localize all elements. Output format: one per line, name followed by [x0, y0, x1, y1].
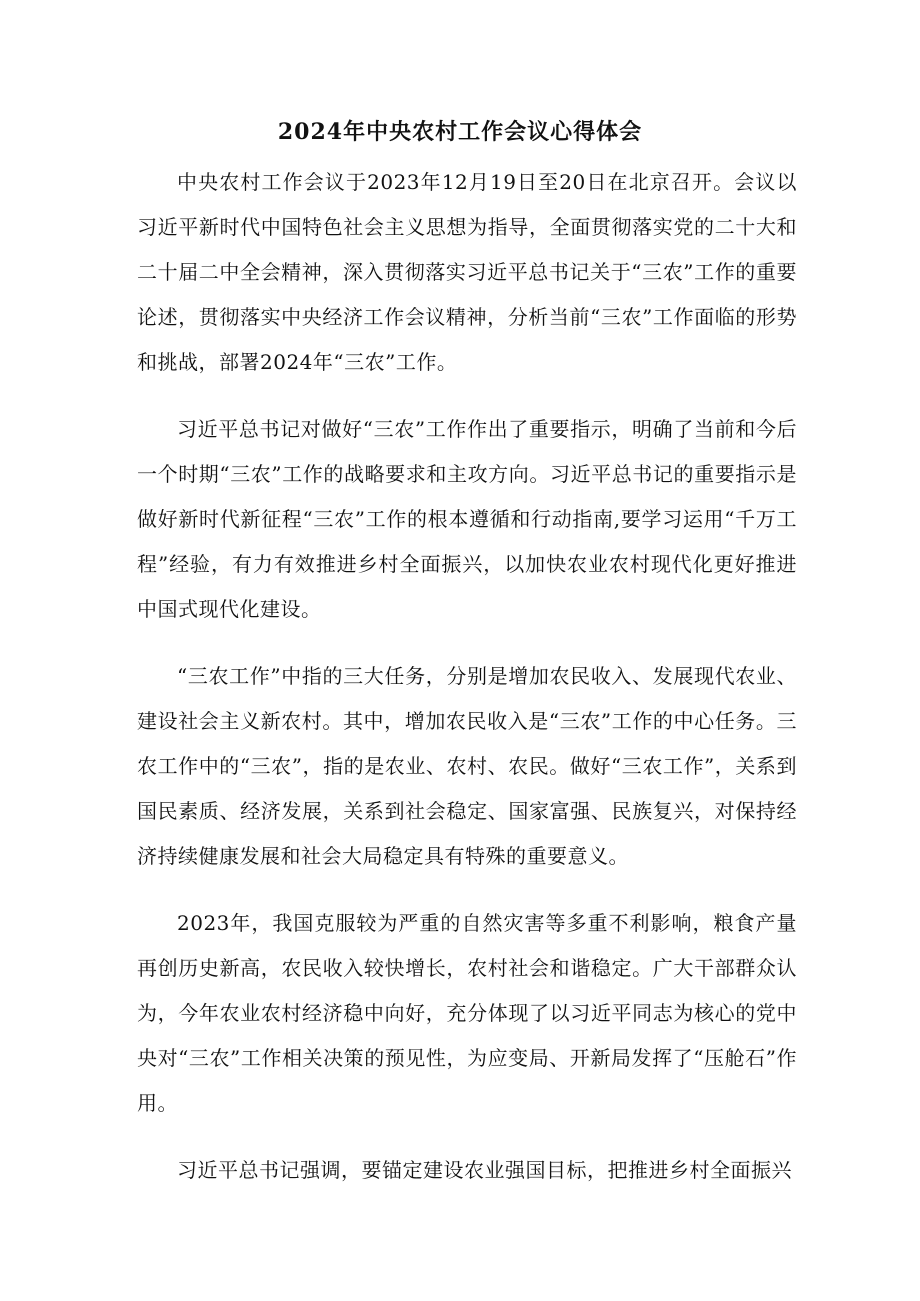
- document-body: [137, 160, 797, 1215]
- paragraph-2: 习近平总书记对做好“三农”工作作出了重要指示，明确了当前和今后一个时期“三农”工作的战略要求和主攻方向。习近平总书记的重要指示是做好新时代新征程“三农”工作的根本遵循和行动指南,要学习运用“千万工程”经验，有力有效推进乡村全面振兴，以加快农业农村现代化更好推进中国式现代化建设。: [137, 417, 797, 621]
- paragraph-1: 中央农村工作会议于2023年12月19日至20日在北京召开。会议以习近平新时代中国特色社会主义思想为指导，全面贯彻落实党的二十大和二十届二中全会精神，深入贯彻落实习近平总书记关于“三农”工作的重要论述，贯彻落实中央经济工作会议精神，分析当前“三农”工作面临的形势和挑战，部署2024年“三农”工作。: [137, 170, 797, 374]
- document-title: 2024年中央农村工作会议心得体会: [277, 119, 643, 145]
- paragraph-5: 习近平总书记强调，要锚定建设农业强国目标，把推进乡村全面振兴: [177, 1158, 792, 1182]
- paragraph-4: 2023年，我国克服较为严重的自然灾害等多重不利影响，粮食产量再创历史新高，农民收入较快增长，农村社会和谐稳定。广大干部群众认为，今年农业农村经济稳中向好，充分体现了以习近平同志为核心的党中央对“三农”工作相关决策的预见性，为应变局、开新局发挥了“压舱石”作用。: [137, 911, 797, 1115]
- paragraph-3: “三农工作”中指的三大任务，分别是增加农民收入、发展现代农业、建设社会主义新农村。其中，增加农民收入是“三农”工作的中心任务。三农工作中的“三农”，指的是农业、农村、农民。做好“三农工作”，关系到国民素质、经济发展，关系到社会稳定、国家富强、民族复兴，对保持经济持续健康发展和社会大局稳定具有特殊的重要意义。: [137, 664, 797, 868]
